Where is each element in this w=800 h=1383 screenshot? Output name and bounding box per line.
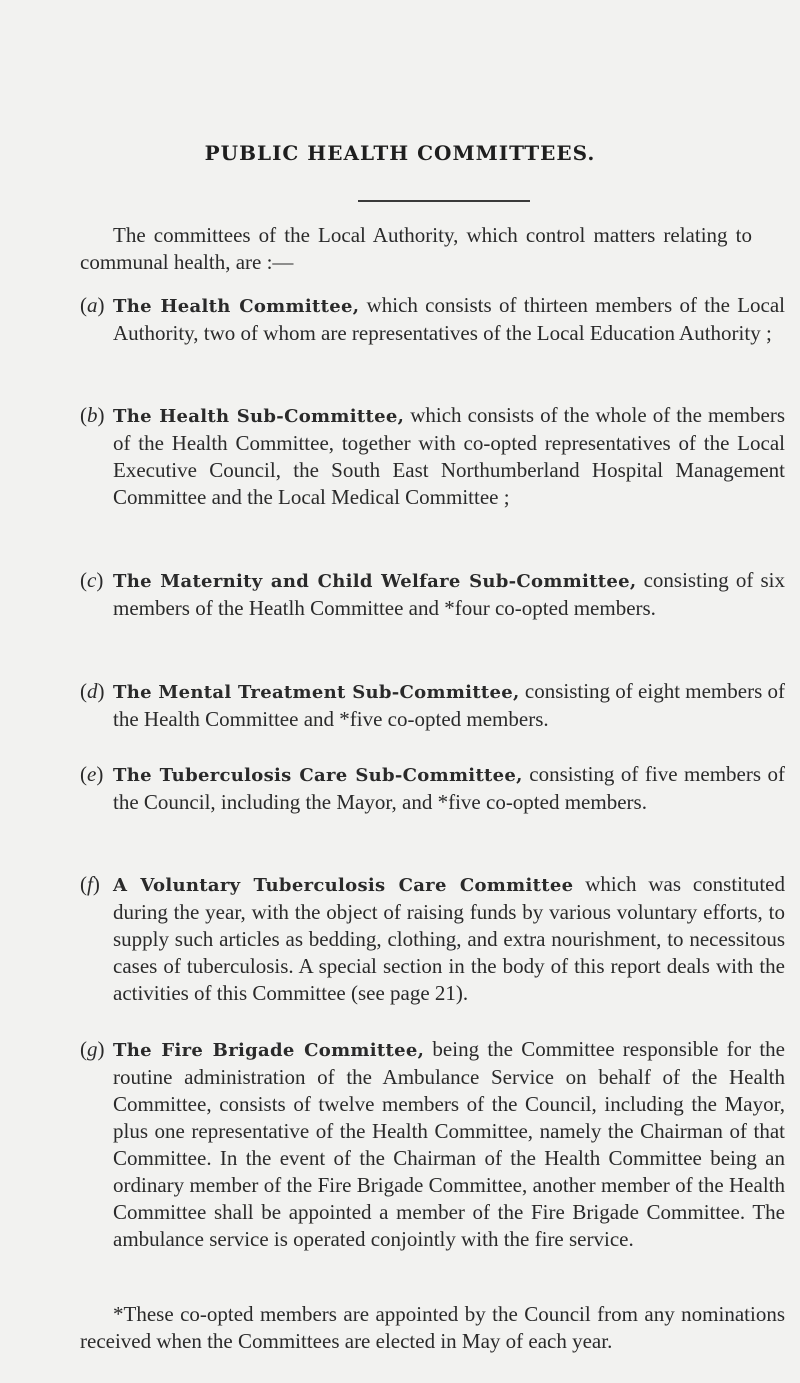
footnote: *These co-opted members are appointed by the Council from any nominations received when the Committees are elected in May of each year. — [80, 1302, 785, 1353]
item-marker: (c) — [80, 568, 104, 592]
committee-name: A Voluntary Tuberculosis Care Committee — [113, 875, 574, 896]
committee-description: which was constituted during the year, with the object of raising funds by various voluntary efforts, to supply such articles as bedding, clothing, and extra nourishment, to necessitous cases of tuberculosis. A special section in the body of this report deals with the activities of this Committee (see page 21). — [113, 872, 785, 1005]
item-marker: (b) — [80, 403, 105, 427]
committee-item-c — [80, 567, 785, 622]
committee-description: consisting of six members of the Heatlh Committee and *four co-opted members. — [113, 568, 785, 620]
committee-name: The Maternity and Child Welfare Sub-Committee, — [113, 571, 637, 592]
committee-description: which consists of thirteen members of the Local Authority, two of whom are representatives of the Local Education Authority ; — [113, 293, 785, 345]
committee-description: which consists of the whole of the members of the Health Committee, together with co-opted representatives of the Local Executive Council, the South East Northumberland Hospital Management Committee and the Local Medical Committee ; — [113, 403, 785, 509]
committee-item-g — [80, 1036, 785, 1253]
committee-description: consisting of five members of the Council, including the Mayor, and *five co-opted members. — [113, 762, 786, 814]
committee-name: The Health Sub-Committee, — [113, 406, 405, 427]
intro-paragraph: The committees of the Local Authority, which control matters relating to communal health, are :— — [80, 223, 752, 274]
committee-item-f — [80, 871, 785, 1007]
committee-item-d — [80, 678, 785, 733]
title-divider — [358, 200, 530, 202]
item-marker: (a) — [80, 293, 105, 317]
committee-name: The Health Committee, — [113, 296, 360, 317]
item-marker: (g) — [80, 1037, 105, 1061]
committee-item-a — [80, 292, 785, 347]
committee-description: being the Committee responsible for the routine administration of the Ambulance Service on behalf of the Health Committee, consists of twelve members of the Council, including the Mayor, plus one representative of the Health Committee, namely the Chairman of that Committee. In the event of the Chairman of the Health Committee being an ordinary member of the Fire Brigade Committee, another member of the Health Committee shall be appointed a member of the Fire Brigade Committee. The ambulance service is operated conjointly with the fire service. — [113, 1037, 785, 1251]
committee-name: The Tuberculosis Care Sub-Committee, — [113, 765, 523, 786]
item-marker: (e) — [80, 762, 104, 786]
committee-name: The Fire Brigade Committee, — [113, 1040, 425, 1061]
page-title: PUBLIC HEALTH COMMITTEES. — [204, 141, 596, 165]
item-marker: (f) — [80, 872, 100, 896]
committee-description: consisting of eight members of the Health Committee and *five co-opted members. — [113, 679, 785, 731]
committee-name: The Mental Treatment Sub-Committee, — [113, 682, 520, 703]
committee-item-b — [80, 402, 785, 511]
committee-item-e — [80, 761, 786, 816]
item-marker: (d) — [80, 679, 105, 703]
